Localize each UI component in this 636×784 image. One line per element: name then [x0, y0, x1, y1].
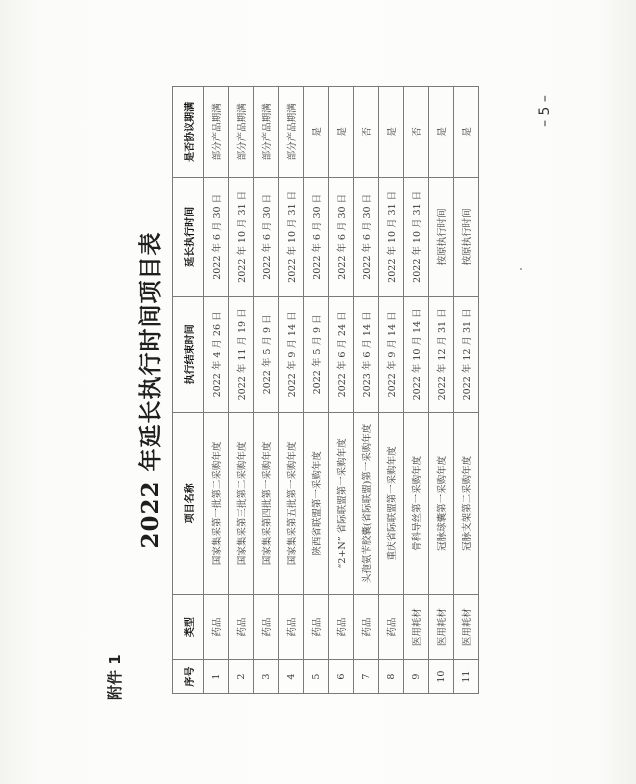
table-row: [279, 87, 304, 694]
cell-expired: 是: [429, 87, 454, 178]
cell-expired: 是: [304, 87, 329, 178]
table-row: [204, 87, 229, 694]
cell-project-name: “2+N” 省际联盟第一采购年度: [329, 412, 354, 594]
cell-extended-time: 按原执行时间: [429, 177, 454, 296]
attachment-label: 附件 1: [106, 654, 124, 700]
cell-type: 药品: [254, 594, 279, 659]
cell-extended-time: 2022 年 10 月 31 日: [279, 177, 304, 296]
table-row: [404, 87, 429, 694]
projects-table: [172, 86, 479, 694]
cell-no: 2: [229, 660, 254, 694]
cell-execution-end: 2022 年 4 月 26 日: [204, 296, 229, 412]
cell-project-name: 国家集采第四批第一采购年度: [254, 412, 279, 594]
page-number-box: [530, 66, 560, 156]
cell-project-name: 国家集采第一批第二采购年度: [204, 412, 229, 594]
header-type: 类型: [173, 594, 204, 659]
table-row: [304, 87, 329, 694]
table-row: [379, 87, 404, 694]
cell-execution-end: 2022 年 6 月 24 日: [329, 296, 354, 412]
cell-project-name: 陕西省联盟第一采购年度: [304, 412, 329, 594]
header-no: 序号: [173, 660, 204, 694]
cell-type: 医用耗材: [404, 594, 429, 659]
cell-type: 药品: [354, 594, 379, 659]
page-number: – 5 –: [537, 95, 553, 127]
cell-no: 9: [404, 660, 429, 694]
table-row: [429, 87, 454, 694]
table-row: [329, 87, 354, 694]
cell-no: 4: [279, 660, 304, 694]
cell-extended-time: 2022 年 10 月 31 日: [379, 177, 404, 296]
page-title: 2022 年延长执行时间项目表: [137, 231, 164, 549]
cell-extended-time: 2022 年 6 月 30 日: [329, 177, 354, 296]
header-project-name: 项目名称: [173, 412, 204, 594]
cell-extended-time: 2022 年 6 月 30 日: [354, 177, 379, 296]
cell-type: 医用耗材: [454, 594, 479, 659]
cell-execution-end: 2022 年 5 月 9 日: [304, 296, 329, 412]
cell-no: 10: [429, 660, 454, 694]
cell-extended-time: 2022 年 10 月 31 日: [229, 177, 254, 296]
cell-extended-time: 2022 年 6 月 30 日: [204, 177, 229, 296]
cell-no: 8: [379, 660, 404, 694]
table-body: [204, 87, 479, 694]
cell-type: 药品: [229, 594, 254, 659]
table-row: [454, 87, 479, 694]
cell-execution-end: 2022 年 10 月 14 日: [404, 296, 429, 412]
cell-project-name: 国家集采第三批第二采购年度: [229, 412, 254, 594]
cell-extended-time: 按原执行时间: [454, 177, 479, 296]
cell-no: 3: [254, 660, 279, 694]
header-expired: 是否协议期满: [173, 87, 204, 178]
cell-execution-end: 2023 年 6 月 14 日: [354, 296, 379, 412]
table-header-row: [173, 87, 204, 694]
cell-type: 医用耗材: [429, 594, 454, 659]
cell-expired: 否: [404, 87, 429, 178]
cell-type: 药品: [279, 594, 304, 659]
cell-project-name: 冠脉球囊第一采购年度: [429, 412, 454, 594]
scan-speck: [520, 268, 522, 270]
cell-expired: 否: [354, 87, 379, 178]
cell-expired: 部分产品期满: [229, 87, 254, 178]
cell-type: 药品: [329, 594, 354, 659]
cell-no: 11: [454, 660, 479, 694]
cell-execution-end: 2022 年 11 月 19 日: [229, 296, 254, 412]
cell-project-name: 国家集采第五批第一采购年度: [279, 412, 304, 594]
cell-project-name: 冠脉支架第二采购年度: [454, 412, 479, 594]
cell-no: 6: [329, 660, 354, 694]
header-execution-end: 执行结束时间: [173, 296, 204, 412]
cell-project-name: 头孢氨苄胶囊(省际联盟)第一采购年度: [354, 412, 379, 594]
cell-execution-end: 2022 年 12 月 31 日: [429, 296, 454, 412]
cell-type: 药品: [304, 594, 329, 659]
cell-expired: 是: [329, 87, 354, 178]
cell-expired: 部分产品期满: [204, 87, 229, 178]
cell-type: 药品: [204, 594, 229, 659]
cell-expired: 是: [379, 87, 404, 178]
cell-no: 1: [204, 660, 229, 694]
cell-no: 5: [304, 660, 329, 694]
cell-execution-end: 2022 年 5 月 9 日: [254, 296, 279, 412]
cell-execution-end: 2022 年 9 月 14 日: [379, 296, 404, 412]
table-row: [354, 87, 379, 694]
cell-execution-end: 2022 年 12 月 31 日: [454, 296, 479, 412]
cell-expired: 是: [454, 87, 479, 178]
table-row: [229, 87, 254, 694]
cell-extended-time: 2022 年 6 月 30 日: [254, 177, 279, 296]
cell-expired: 部分产品期满: [254, 87, 279, 178]
header-extended-time: 延长执行时间: [173, 177, 204, 296]
rotated-content: [98, 80, 578, 700]
cell-no: 7: [354, 660, 379, 694]
cell-type: 药品: [379, 594, 404, 659]
cell-extended-time: 2022 年 6 月 30 日: [304, 177, 329, 296]
cell-execution-end: 2022 年 9 月 14 日: [279, 296, 304, 412]
cell-project-name: 重庆省际联盟第一采购年度: [379, 412, 404, 594]
cell-expired: 部分产品期满: [279, 87, 304, 178]
table-row: [254, 87, 279, 694]
cell-extended-time: 2022 年 10 月 31 日: [404, 177, 429, 296]
cell-project-name: 骨科导丝第一采购年度: [404, 412, 429, 594]
